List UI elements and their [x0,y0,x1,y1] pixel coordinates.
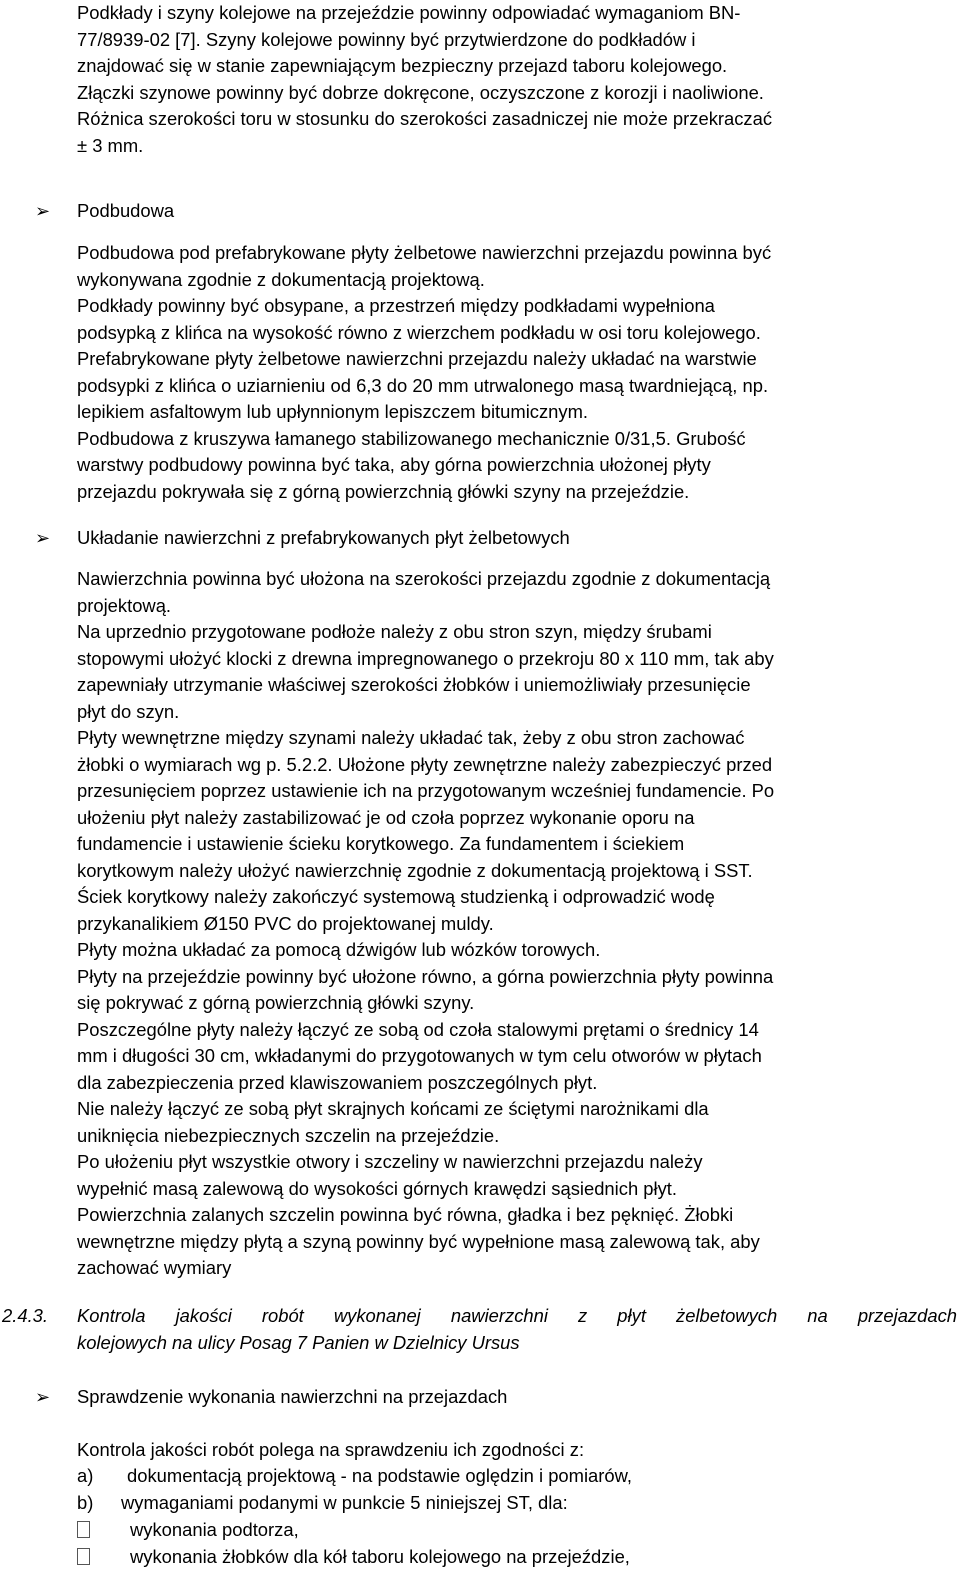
text-line: Po ułożeniu płyt wszystkie otwory i szczeliny w nawierzchni przejazdu należy [77,1151,703,1172]
sub-list-text: wykonania żłobków dla kół taboru kolejowego na przejeździe, [130,1546,630,1567]
arrow-bullet-icon: ➢ [35,1387,51,1407]
heading-text: Podbudowa [77,200,175,221]
text-line: znajdować się w stanie zapewniającym bezpieczny przejazd taboru kolejowego. [77,55,728,76]
sub-list-item [77,1544,630,1571]
heading-text: Układanie nawierzchni z prefabrykowanych płyt żelbetowych [77,527,570,548]
sub-list-item [77,1517,299,1544]
text-line: wewnętrzne między płytą a szyną powinny być wypełnione masą zalewową tak, aby [77,1230,760,1252]
text-line: uniknięcia niebezpiecznych szczelin na przejeździe. [77,1124,500,1146]
text-line: warstwy podbudowy powinna być taka, aby górna powierzchnia ułożonej płyty [77,454,711,475]
text-line: Powierzchnia zalanych szczelin powinna być równa, gładka i bez pęknięć. Żłobki [77,1204,734,1225]
text-line: ± 3 mm. [77,134,144,156]
text-line: Podbudowa z kruszywa łamanego stabilizowanego mechanicznie 0/31,5. Grubość [77,427,746,449]
text-line: Płyty wewnętrzne między szynami należy układać tak, żeby z obu stron zachować [77,727,745,748]
section-title-line: Kontrola jakości robót wykonanej nawierzchni z płyt żelbetowych na przejazdach [77,1305,957,1326]
text-line: Prefabrykowane płyty żelbetowe nawierzchni przejazdu należy układać na warstwie [77,348,757,369]
text-line: żłobki o wymiarach wg p. 5.2.2. Ułożone płyty zewnętrzne należy zabezpieczyć przed [77,753,773,775]
arrow-bullet-icon: ➢ [35,528,51,548]
text-line: stopowymi ułożyć klocki z drewna impregnowanego o przekroju 80 x 110 mm, tak aby [77,647,774,669]
text-line: mm i długości 30 cm, wkładanymi do przygotowanych w tym celu otworów w płytach [77,1045,762,1066]
text-line: wypełnić masą zalewową do wysokości górnych krawędzi sąsiednich płyt. [77,1177,678,1199]
text-line: Poszczególne płyty należy łączyć ze sobą od czoła stalowymi prętami o średnicy 14 [77,1018,759,1040]
text-line: 77/8939-02 [7]. Szyny kolejowe powinny być przytwierdzone do podkładów i [77,28,696,50]
checkbox-glyph-icon [77,1548,90,1565]
text-line: Płyty na przejeździe powinny być ułożone równo, a górna powierzchnia płyty powinna [77,965,774,987]
text-line: Płyty można układać za pomocą dźwigów lub wózków torowych. [77,939,601,960]
text-line: podsypką z klińca na wysokość równo z wierzchem podkładu w osi toru kolejowego. [77,321,761,343]
text-line: wykonywana zgodnie z dokumentacją projektową. [77,268,485,290]
arrow-bullet-icon: ➢ [35,201,51,221]
sprawdzenie-intro [77,1437,957,1464]
text-line: korytkowym należy ułożyć nawierzchnię zgodnie z dokumentacją projektową i SST. [77,859,753,881]
list-label: b) [77,1492,94,1513]
sub-list-text: wykonania podtorza, [130,1519,299,1540]
text-line: płyt do szyn. [77,700,180,722]
text-line: Podkłady powinny być obsypane, a przestrzeń między podkładami wypełniona [77,295,715,316]
text-line: Nie należy łączyć ze sobą płyt skrajnych końcami ze ściętymi narożnikami dla [77,1098,709,1119]
text-line: lepikiem asfaltowym lub upłynnionym lepiszczem bitumicznym. [77,401,589,422]
text-line: przejazdu pokrywała się z górną powierzchnią główki szyny na przejeździe. [77,480,690,502]
text-line: się pokrywać z górną powierzchnią główki szyny. [77,992,475,1013]
text-line: ułożeniu płyt należy zastabilizować je od czoła poprzez wykonanie oporu na [77,806,695,828]
checkbox-glyph-icon [77,1521,90,1538]
text-line: Podkłady i szyny kolejowe na przejeździe powinny odpowiadać wymaganiom BN- [77,2,741,23]
text-line: Nawierzchnia powinna być ułożona na szerokości przejazdu zgodnie z dokumentacją [77,568,771,589]
text-line: przykanalikiem Ø150 PVC do projektowanej muldy. [77,912,494,934]
text-line: fundamencie i ustawienie ścieku korytkowego. Za fundamentem i ściekiem [77,833,685,854]
text-line: przesunięciem poprzez ustawienie ich na przygotowanym wcześniej fundamencie. Po [77,780,775,801]
text-line: zapewniały utrzymanie właściwej szerokości żłobków i uniemożliwiały przesunięcie [77,674,751,695]
section-title-line: kolejowych na ulicy Posag 7 Panien w Dzielnicy Ursus [77,1331,520,1353]
text-line: Złączki szynowe powinny być dobrze dokręcone, oczyszczone z korozji i naoliwione. [77,81,764,103]
podbudowa-paragraph [77,240,957,505]
section-number: 2.4.3. [2,1305,49,1326]
text-line: Kontrola jakości robót polega na sprawdzeniu ich zgodności z: [77,1439,585,1460]
text-line: dla zabezpieczenia przed klawiszowaniem poszczególnych płyt. [77,1071,598,1093]
text-line: Ściek korytkowy należy zakończyć systemową studzienką i odprowadzić wodę [77,886,715,907]
ukladanie-paragraph [77,566,957,1282]
text-line: zachować wymiary [77,1257,232,1278]
list-item [77,1463,632,1490]
text-line: Na uprzednio przygotowane podłoże należy z obu stron szyn, między śrubami [77,621,712,642]
text-line: podsypki z klińca o uziarnieniu od 6,3 do 20 mm utrwalonego masą twardniejącą, np. [77,374,769,396]
list-text: dokumentacją projektową - na podstawie oględzin i pomiarów, [127,1465,633,1486]
section-title [77,1303,957,1356]
text-line: projektową. [77,594,172,616]
text-line: Podbudowa pod prefabrykowane płyty żelbetowe nawierzchni przejazdu powinna być [77,242,772,263]
text-line: Różnica szerokości toru w stosunku do szerokości zasadniczej nie może przekraczać [77,108,773,129]
list-text: wymaganiami podanymi w punkcie 5 niniejszej ST, dla: [121,1492,568,1513]
intro-paragraph [77,0,957,159]
list-item [77,1490,568,1517]
heading-text: Sprawdzenie wykonania nawierzchni na przejazdach [77,1386,508,1407]
list-label: a) [77,1465,94,1486]
